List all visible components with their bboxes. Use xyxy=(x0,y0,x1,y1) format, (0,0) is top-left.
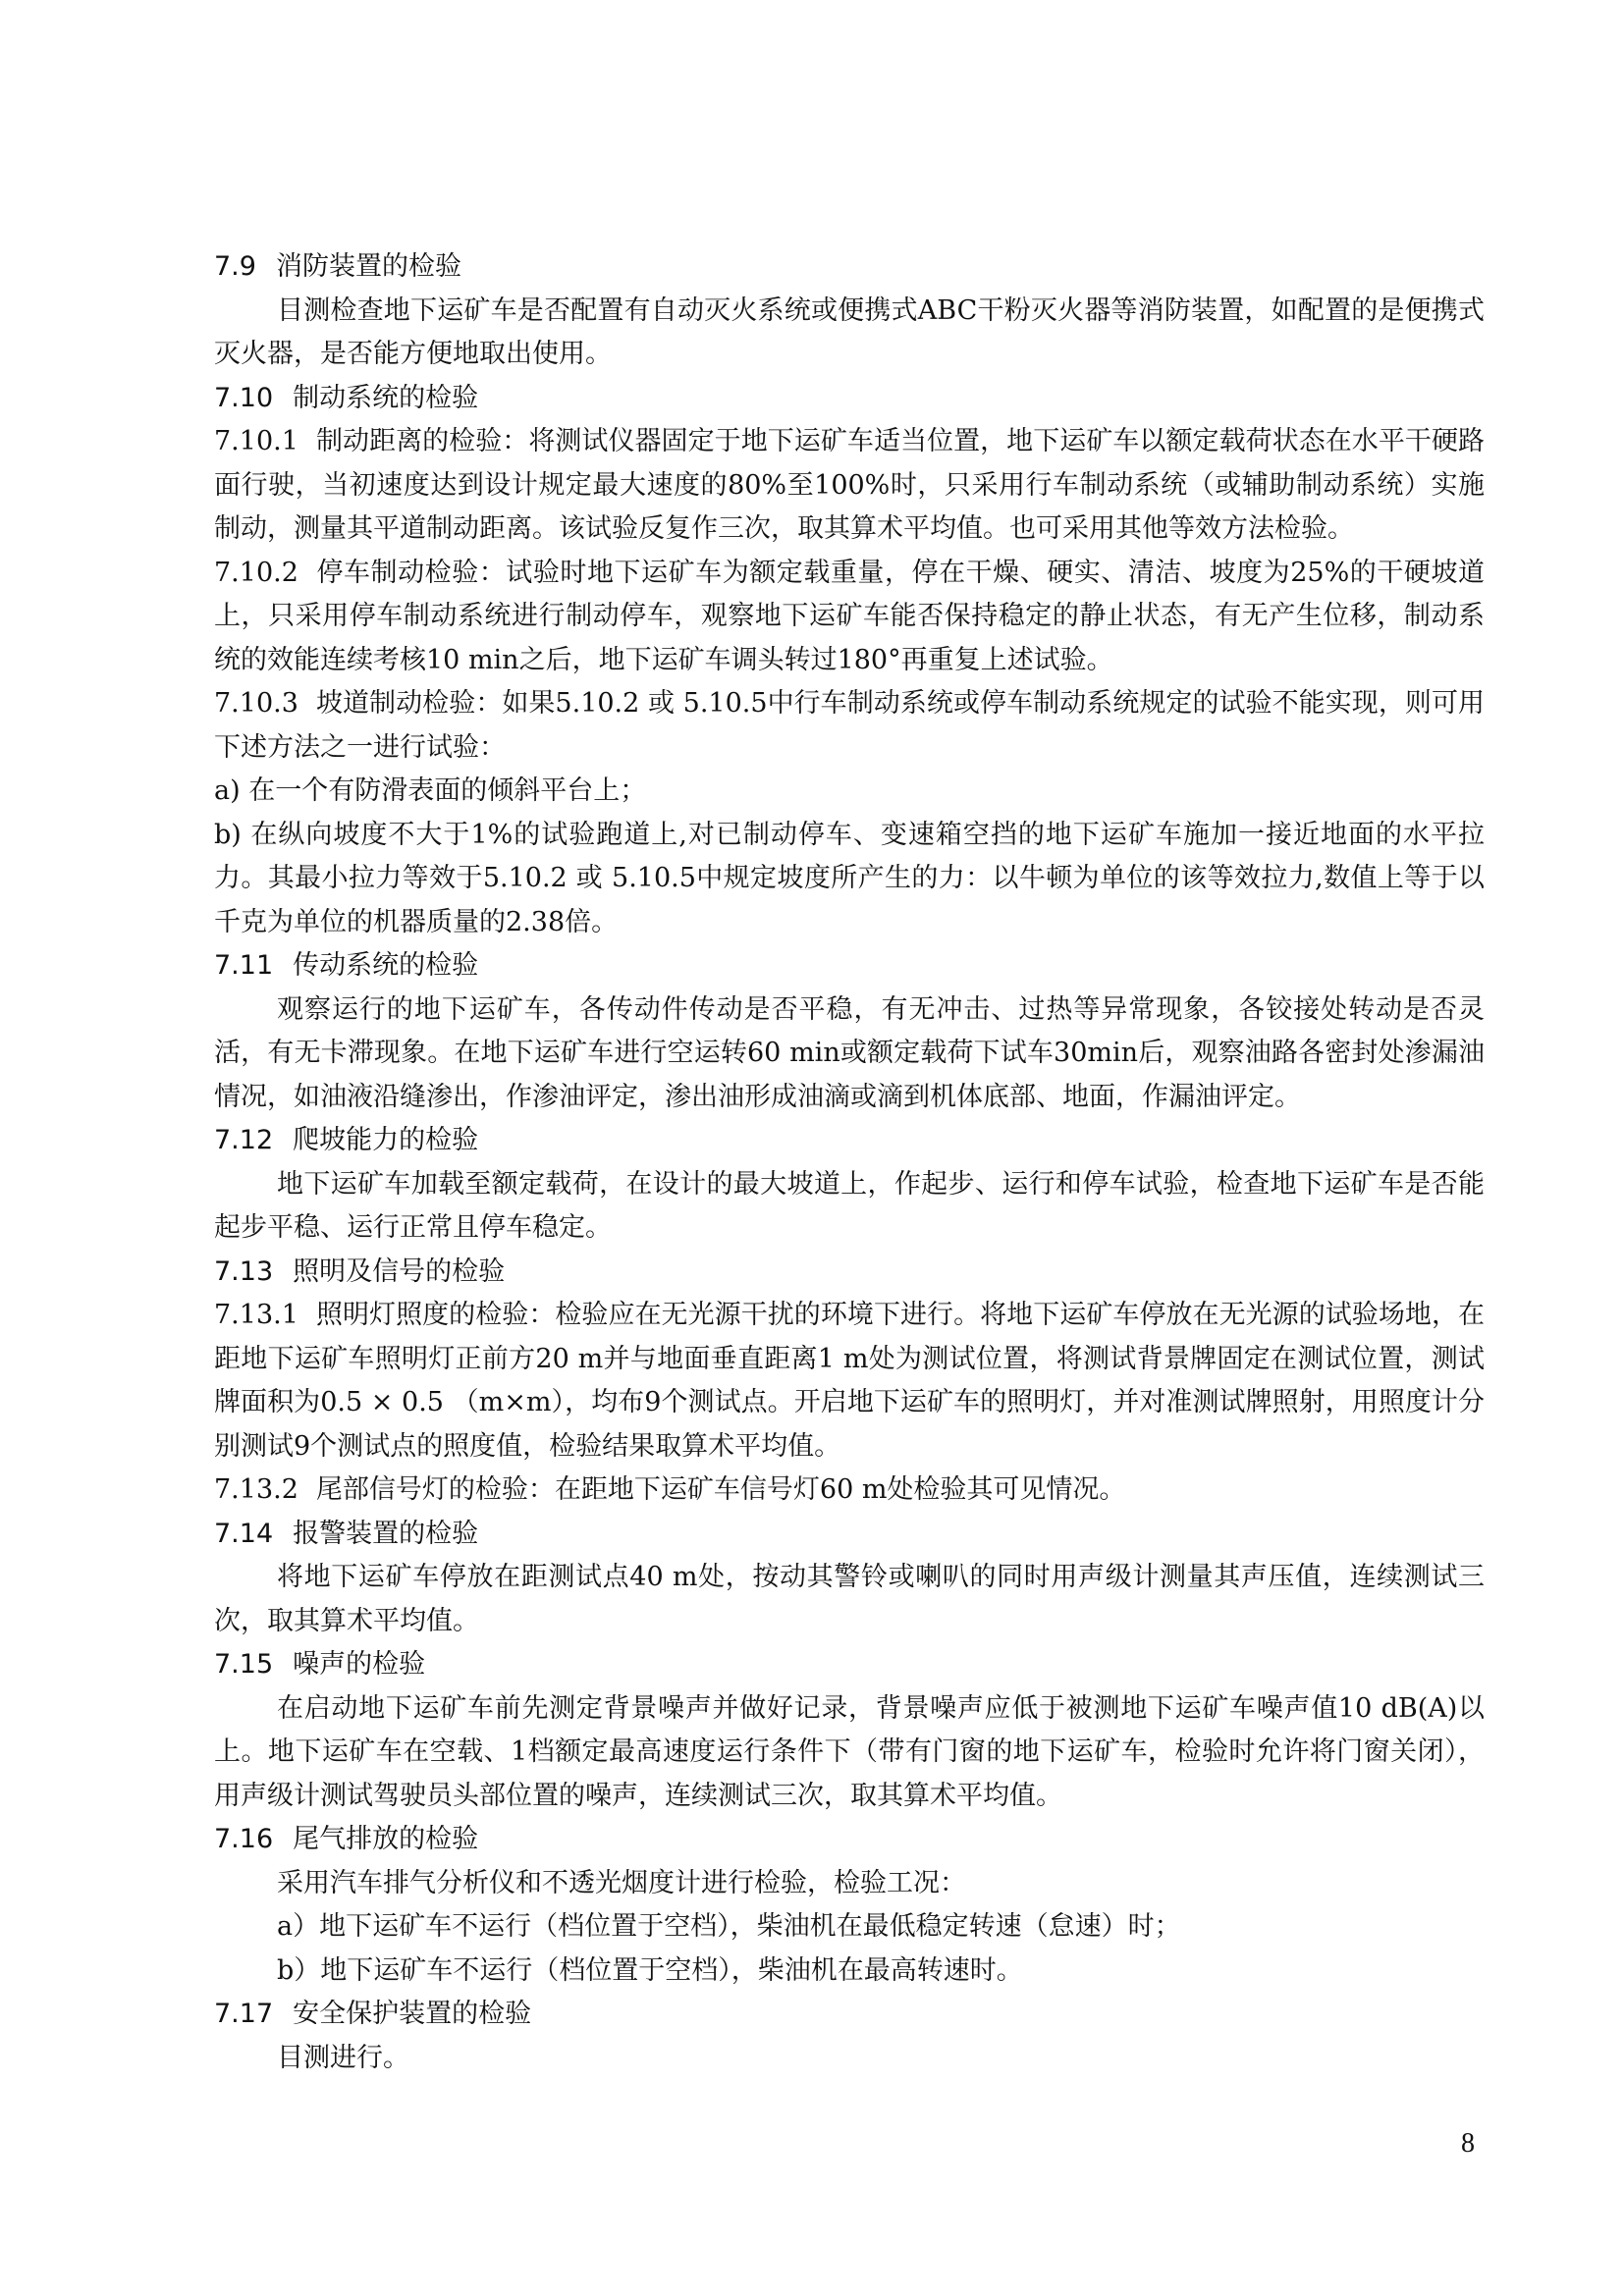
section-heading-7-14 xyxy=(214,1513,1485,1557)
section-number: 7.17 xyxy=(214,1999,274,2029)
paragraph: 目测进行。 xyxy=(277,2042,409,2073)
document-body xyxy=(214,245,1485,2080)
paragraph: 目测检查地下运矿车是否配置有自动灭火系统或便携式ABC干粉灭火器等消防装置，如配置的是便携式灭火器，是否能方便地取出使用。 xyxy=(214,294,1485,369)
clause-number: 7.10.2 xyxy=(214,557,298,588)
paragraph: 在启动地下运矿车前先测定背景噪声并做好记录，背景噪声应低于被测地下运矿车噪声值10 dB(A)以上。地下运矿车在空载、1档额定最高速度运行条件下（带有门窗的地下运矿车，检验时允许将门窗关闭），用声级计测试驾驶员头部位置的噪声，连续测试三次，取其算术平均值。 xyxy=(214,1692,1485,1811)
clause-text: 照明灯照度的检验：检验应在无光源干扰的环境下进行。将地下运矿车停放在无光源的试验场地，在距地下运矿车照明灯正前方20 m并与地面垂直距离1 m处为测试位置，将测试背景牌固定在测试位置，测试牌面积为0.5 × 0.5 （m×m），均布9个测试点。开启地下运矿车的照明灯，并对准测试牌照射，用照度计分别测试9个测试点的照度值，检验结果取算术平均值。 xyxy=(214,1300,1485,1462)
section-title: 传动系统的检验 xyxy=(293,950,479,981)
page-number: 8 xyxy=(1461,2128,1475,2159)
clause-text: 停车制动检验：试验时地下运矿车为额定载重量，停在干燥、硬实、清洁、坡度为25%的干硬坡道上，只采用停车制动系统进行制动停车，观察地下运矿车能否保持稳定的静止状态，有无产生位移，制动系统的效能连续考核10 min之后，地下运矿车调头转过180°再重复上述试验。 xyxy=(214,557,1485,675)
section-number: 7.12 xyxy=(214,1125,274,1155)
section-heading-7-9 xyxy=(214,245,1485,290)
section-title: 报警装置的检验 xyxy=(293,1518,479,1549)
section-number: 7.11 xyxy=(214,950,274,981)
section-title: 安全保护装置的检验 xyxy=(293,1999,532,2029)
clause-number: 7.10.3 xyxy=(214,688,298,719)
list-item-b: b）地下运矿车不运行（档位置于空档），柴油机在最高转速时。 xyxy=(277,1954,1023,1986)
section-title: 尾气排放的检验 xyxy=(293,1824,479,1854)
clause-7-10-2 xyxy=(214,552,1485,683)
list-item-a: a）地下运矿车不运行（档位置于空档），柴油机在最低稳定转速（怠速）时； xyxy=(277,1911,1181,1942)
section-number: 7.9 xyxy=(214,251,256,282)
clause-number: 7.13.2 xyxy=(214,1474,298,1505)
section-title: 消防装置的检验 xyxy=(275,251,461,282)
clause-7-10-1 xyxy=(214,420,1485,552)
section-title: 制动系统的检验 xyxy=(293,382,479,413)
list-item-b: b) 在纵向坡度不大于1%的试验跑道上,对已制动停车、变速箱空挡的地下运矿车施加一接近地面的水平拉力。其最小拉力等效于5.10.2 或 5.10.5中规定坡度所产生的力：以牛顿为单位的该等效拉力,数值上等于以千克为单位的机器质量的2.38倍。 xyxy=(214,819,1485,937)
section-heading-7-15 xyxy=(214,1643,1485,1687)
section-heading-7-13 xyxy=(214,1251,1485,1295)
clause-number: 7.13.1 xyxy=(214,1300,298,1330)
section-number: 7.14 xyxy=(214,1518,274,1549)
section-title: 噪声的检验 xyxy=(293,1649,426,1680)
section-heading-7-17 xyxy=(214,1993,1485,2037)
paragraph: 观察运行的地下运矿车，各传动件传动是否平稳，有无冲击、过热等异常现象，各铰接处转动是否灵活，有无卡滞现象。在地下运矿车进行空运转60 min或额定载荷下试车30min后，观察油路各密封处渗漏油情况，如油液沿缝渗出，作渗油评定，渗出油形成油滴或滴到机体底部、地面，作漏油评定。 xyxy=(214,993,1485,1112)
section-number: 7.15 xyxy=(214,1649,274,1680)
section-heading-7-16 xyxy=(214,1818,1485,1862)
clause-text: 坡道制动检验：如果5.10.2 或 5.10.5中行车制动系统或停车制动系统规定的试验不能实现，则可用下述方法之一进行试验： xyxy=(214,688,1485,763)
section-heading-7-12 xyxy=(214,1119,1485,1163)
clause-text: 制动距离的检验：将测试仪器固定于地下运矿车适当位置，地下运矿车以额定载荷状态在水平干硬路面行驶，当初速度达到设计规定最大速度的80%至100%时，只采用行车制动系统（或辅助制动系统）实施制动，测量其平道制动距离。该试验反复作三次，取其算术平均值。也可采用其他等效方法检验。 xyxy=(214,426,1485,544)
clause-text: 尾部信号灯的检验：在距地下运矿车信号灯60 m处检验其可见情况。 xyxy=(315,1474,1126,1505)
section-number: 7.16 xyxy=(214,1824,274,1854)
section-heading-7-10 xyxy=(214,377,1485,421)
list-item-a: a) 在一个有防滑表面的倾斜平台上； xyxy=(214,775,647,806)
section-title: 照明及信号的检验 xyxy=(293,1255,506,1287)
clause-7-13-1 xyxy=(214,1294,1485,1468)
clause-7-10-3 xyxy=(214,682,1485,770)
section-title: 爬坡能力的检验 xyxy=(293,1125,479,1155)
paragraph: 将地下运矿车停放在距测试点40 m处，按动其警铃或喇叭的同时用声级计测量其声压值，连续测试三次，取其算术平均值。 xyxy=(214,1562,1485,1636)
paragraph: 地下运矿车加载至额定载荷，在设计的最大坡道上，作起步、运行和停车试验，检查地下运矿车是否能起步平稳、运行正常且停车稳定。 xyxy=(214,1168,1485,1243)
section-number: 7.10 xyxy=(214,382,274,413)
section-heading-7-11 xyxy=(214,944,1485,988)
section-number: 7.13 xyxy=(214,1255,274,1287)
paragraph: 采用汽车排气分析仪和不透光烟度计进行检验，检验工况： xyxy=(277,1867,966,1898)
clause-number: 7.10.1 xyxy=(214,426,298,456)
clause-7-13-2 xyxy=(214,1468,1485,1513)
